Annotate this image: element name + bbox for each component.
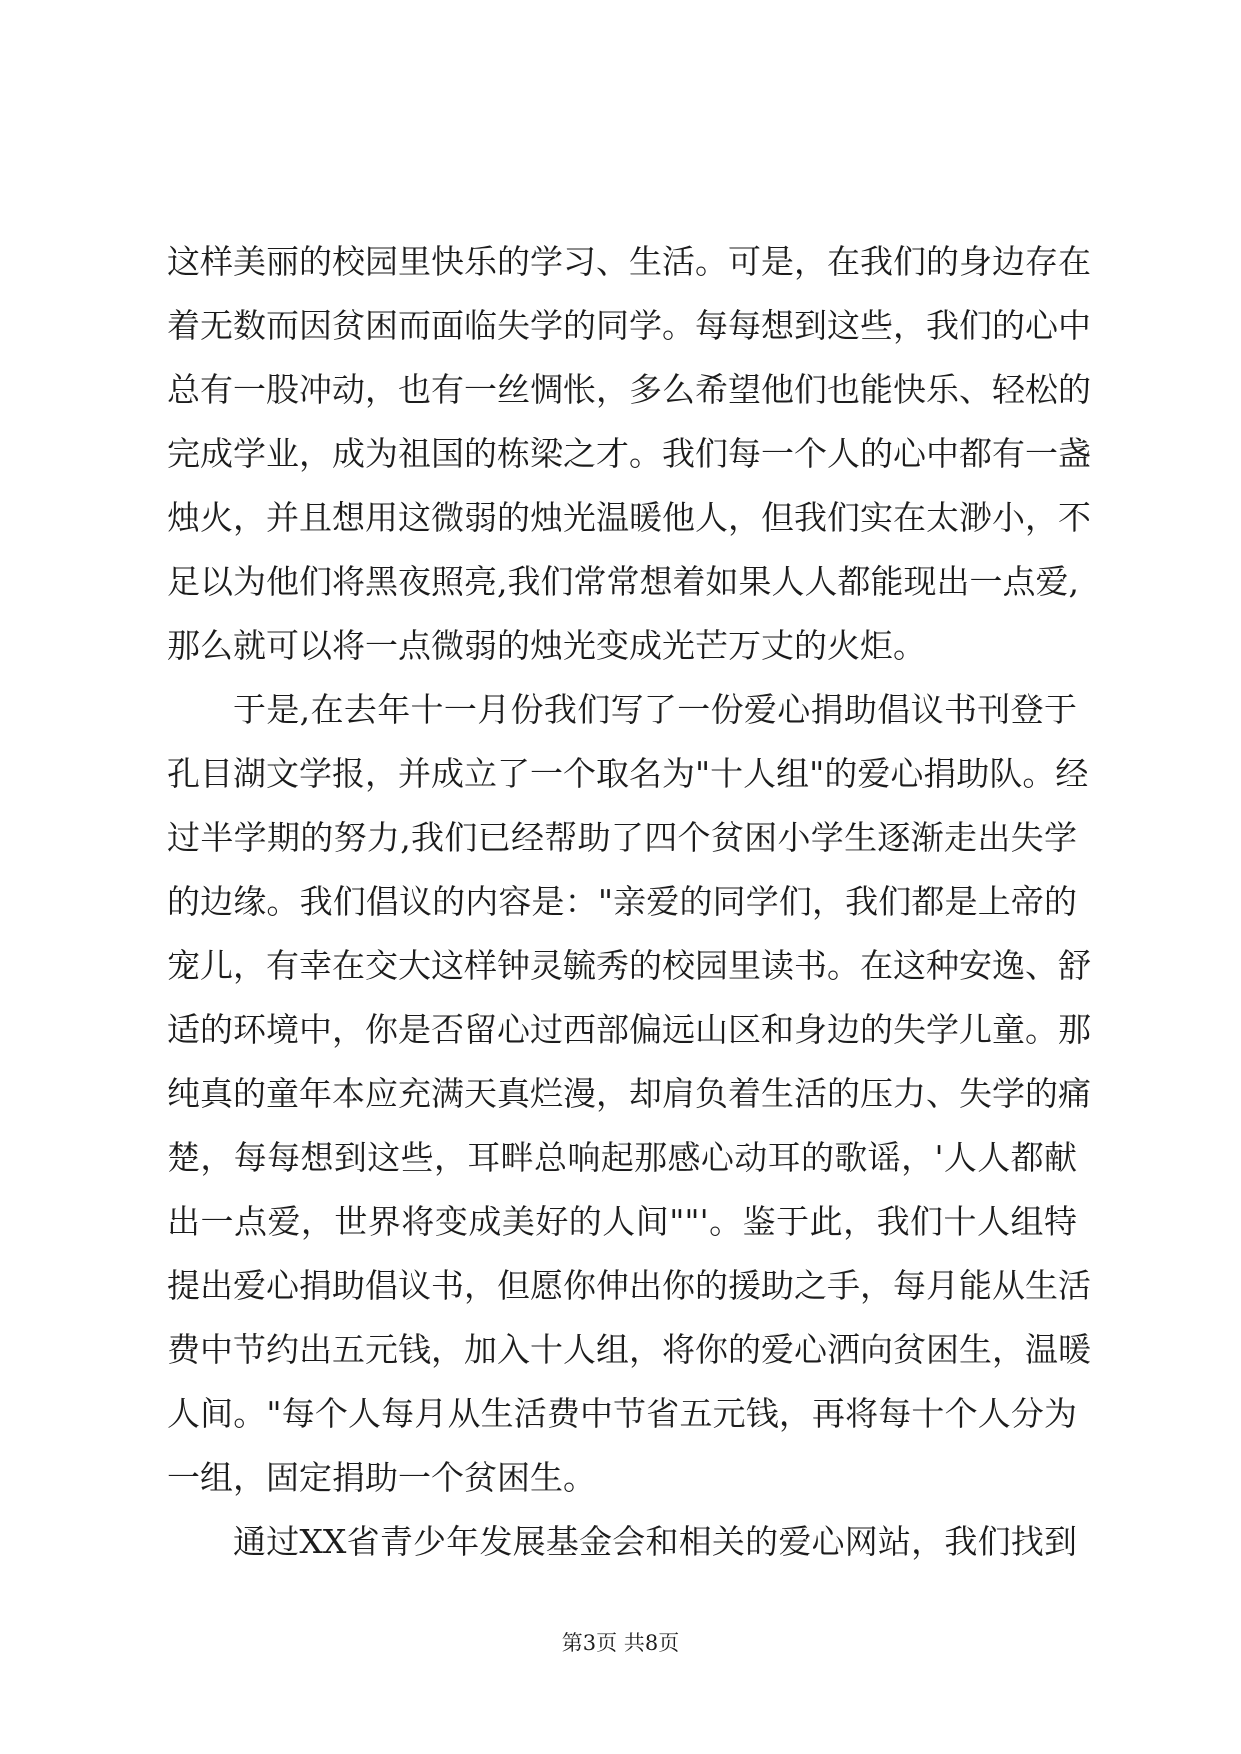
text-line: 足以为他们将黑夜照亮,我们常常想着如果人人都能现出一点爱, bbox=[167, 562, 1079, 601]
text-line: 提出爱心捐助倡议书，但愿你伸出你的援助之手，每月能从生活 bbox=[167, 1266, 1091, 1305]
text-line: 着无数而因贫困而面临失学的同学。每每想到这些，我们的心中 bbox=[167, 306, 1091, 345]
text-line: 的边缘。我们倡议的内容是："亲爱的同学们，我们都是上帝的 bbox=[167, 882, 1077, 921]
text-line: 一组，固定捐助一个贫困生。 bbox=[167, 1458, 596, 1497]
text-line: 纯真的童年本应充满天真烂漫，却肩负着生活的压力、失学的痛 bbox=[167, 1074, 1091, 1113]
text-line: 通过XX省青少年发展基金会和相关的爱心网站，我们找到 bbox=[233, 1522, 1077, 1561]
text-line: 楚，每每想到这些，耳畔总响起那感心动耳的歌谣，'人人都献 bbox=[167, 1138, 1077, 1177]
text-line: 那么就可以将一点微弱的烛光变成光芒万丈的火炬。 bbox=[167, 626, 926, 665]
text-line: 完成学业，成为祖国的栋梁之才。我们每一个人的心中都有一盏 bbox=[167, 434, 1091, 473]
text-line: 费中节约出五元钱，加入十人组，将你的爱心洒向贫困生，温暖 bbox=[167, 1330, 1091, 1369]
body-text bbox=[167, 230, 1091, 1574]
text-line: 于是,在去年十一月份我们写了一份爱心捐助倡议书刊登于 bbox=[233, 690, 1077, 729]
text-line: 人间。"每个人每月从生活费中节省五元钱，再将每十个人分为 bbox=[167, 1394, 1077, 1433]
text-line: 总有一股冲动，也有一丝惆怅，多么希望他们也能快乐、轻松的 bbox=[167, 370, 1091, 409]
text-line: 孔目湖文学报，并成立了一个取名为"十人组"的爱心捐助队。经 bbox=[167, 754, 1089, 793]
text-line: 宠儿，有幸在交大这样钟灵毓秀的校园里读书。在这种安逸、舒 bbox=[167, 946, 1091, 985]
text-line: 烛火，并且想用这微弱的烛光温暖他人，但我们实在太渺小，不 bbox=[167, 498, 1091, 537]
text-line: 适的环境中，你是否留心过西部偏远山区和身边的失学儿童。那 bbox=[167, 1010, 1091, 1049]
page-number-footer: 第3页 共8页 bbox=[561, 1631, 680, 1655]
text-line: 这样美丽的校园里快乐的学习、生活。可是，在我们的身边存在 bbox=[167, 242, 1091, 281]
text-line: 出一点爱，世界将变成美好的人间""'。鉴于此，我们十人组特 bbox=[167, 1202, 1077, 1241]
text-line: 过半学期的努力,我们已经帮助了四个贫困小学生逐渐走出失学 bbox=[167, 818, 1077, 857]
